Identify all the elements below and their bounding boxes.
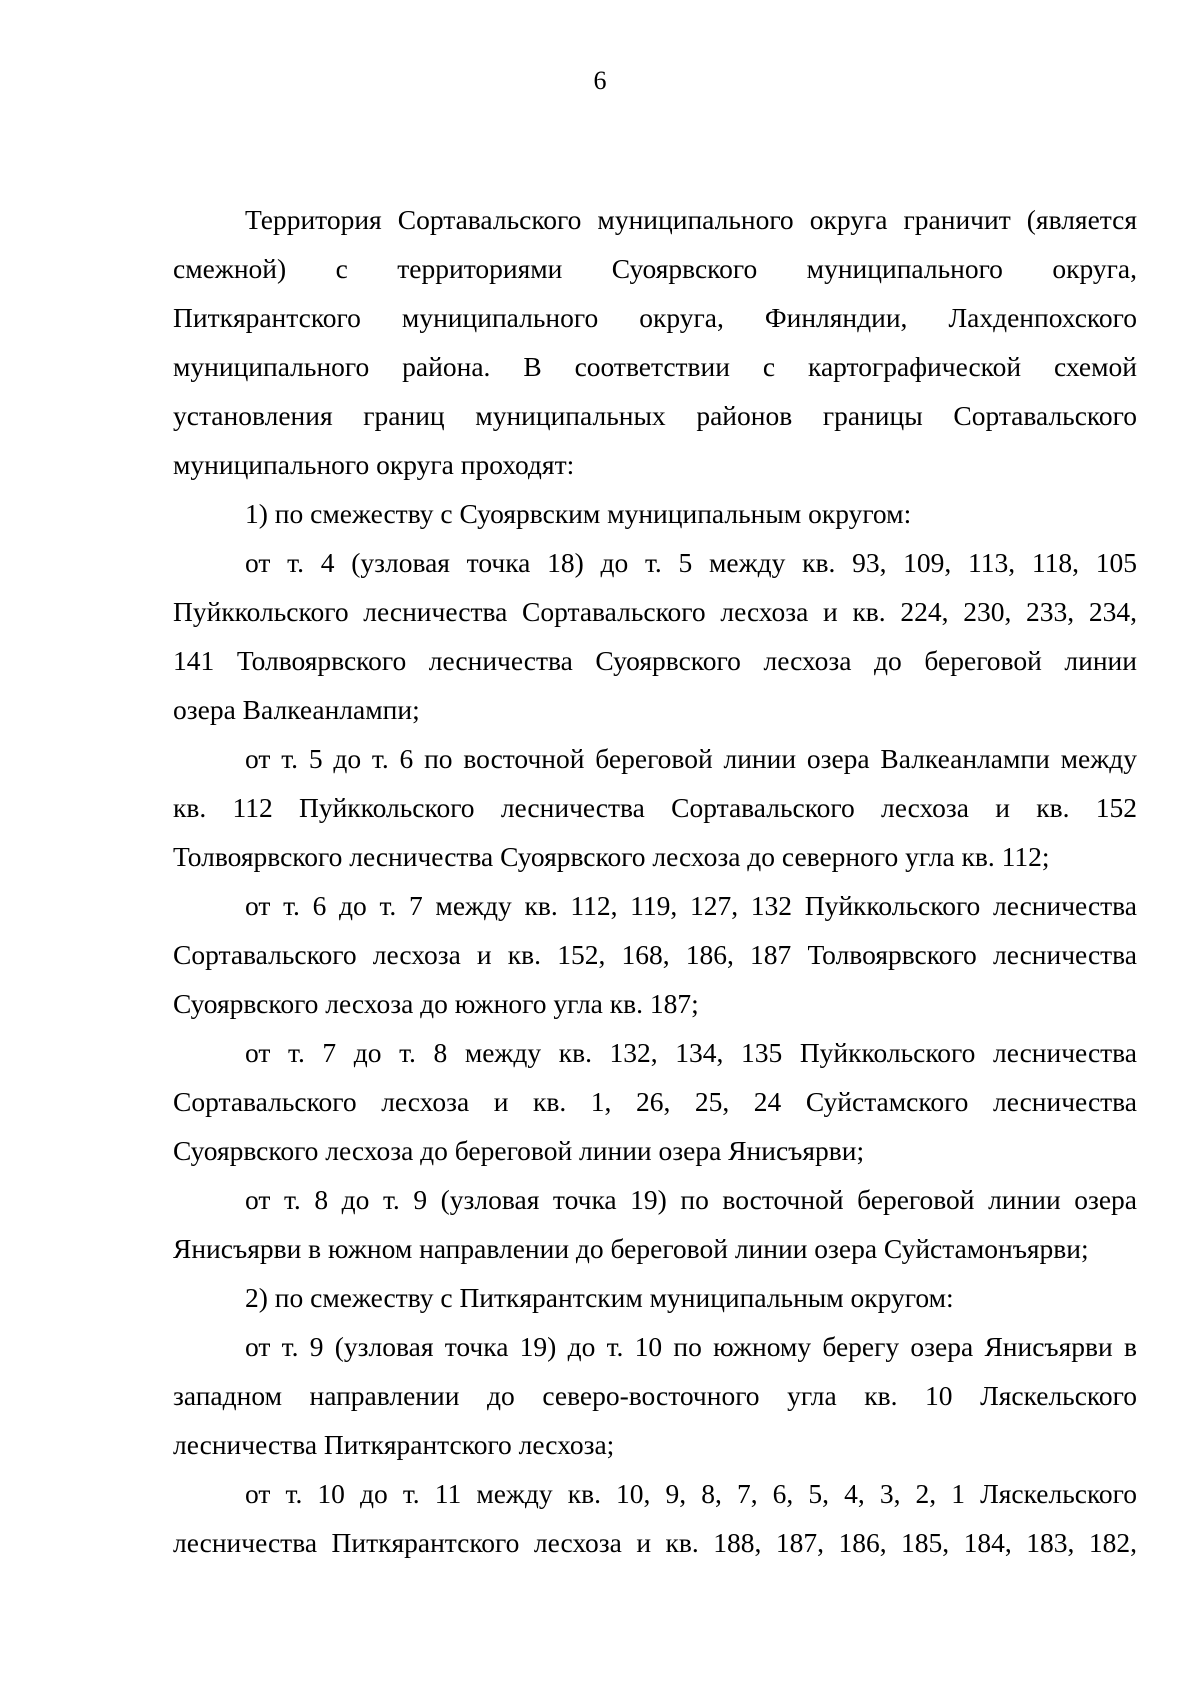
paragraph: [173, 195, 1137, 489]
paragraph: [173, 881, 1137, 1028]
paragraph-line: от т. 9 (узловая точка 19) до т. 10 по южному берегу озера Янисъярви в: [245, 1331, 1137, 1362]
paragraph: [173, 734, 1137, 881]
paragraph-line: от т. 4 (узловая точка 18) до т. 5 между кв. 93, 109, 113, 118, 105: [245, 547, 1137, 578]
paragraph-line: западном направлении до северо-восточного угла кв. 10 Ляскельского: [173, 1380, 1137, 1411]
paragraph-line: Толвоярвского лесничества Суоярвского лесхоза до северного угла кв. 112;: [173, 841, 1050, 872]
paragraph-line: Сортавальского лесхоза и кв. 1, 26, 25, 24 Суйстамского лесничества: [173, 1086, 1137, 1117]
paragraph-line: от т. 5 до т. 6 по восточной береговой линии озера Валкеанлампи между: [245, 743, 1137, 774]
document-body: [173, 195, 1137, 1567]
paragraph-line: Пуйккольского лесничества Сортавальского лесхоза и кв. 224, 230, 233, 234,: [173, 596, 1137, 627]
paragraph-line: муниципального округа проходят:: [173, 449, 575, 480]
paragraph-line: от т. 10 до т. 11 между кв. 10, 9, 8, 7, 6, 5, 4, 3, 2, 1 Ляскельского: [245, 1478, 1137, 1509]
paragraph-line: кв. 112 Пуйккольского лесничества Сортавальского лесхоза и кв. 152: [173, 792, 1137, 823]
paragraph-line: Янисъярви в южном направлении до береговой линии озера Суйстамонъярви;: [173, 1233, 1089, 1264]
paragraph-line: 2) по смежеству с Питкярантским муниципальным округом:: [245, 1282, 954, 1313]
paragraph-line: Сортавальского лесхоза и кв. 152, 168, 186, 187 Толвоярвского лесничества: [173, 939, 1137, 970]
paragraph: [173, 1322, 1137, 1469]
paragraph: [173, 1175, 1137, 1273]
paragraph: [173, 1028, 1137, 1175]
paragraph-line: лесничества Питкярантского лесхоза и кв. 188, 187, 186, 185, 184, 183, 182,: [173, 1527, 1137, 1558]
paragraph-line: Суоярвского лесхоза до южного угла кв. 187;: [173, 988, 699, 1019]
paragraph-line: лесничества Питкярантского лесхоза;: [173, 1429, 615, 1460]
paragraph-line: 141 Толвоярвского лесничества Суоярвского лесхоза до береговой линии: [173, 645, 1137, 676]
paragraph-line: 1) по смежеству с Суоярвским муниципальным округом:: [245, 498, 912, 529]
paragraph-line: Территория Сортавальского муниципального округа граничит (является: [245, 204, 1137, 235]
paragraph-line: установления границ муниципальных районов границы Сортавальского: [173, 400, 1137, 431]
paragraph: [173, 538, 1137, 734]
paragraph: [173, 1273, 1137, 1322]
paragraph-line: от т. 6 до т. 7 между кв. 112, 119, 127, 132 Пуйккольского лесничества: [245, 890, 1137, 921]
paragraph-line: от т. 7 до т. 8 между кв. 132, 134, 135 Пуйккольского лесничества: [245, 1037, 1137, 1068]
paragraph-line: муниципального района. В соответствии с картографической схемой: [173, 351, 1137, 382]
paragraph-line: Питкярантского муниципального округа, Финляндии, Лахденпохского: [173, 302, 1137, 333]
page-number: 6: [593, 66, 607, 95]
paragraph-line: Суоярвского лесхоза до береговой линии озера Янисъярви;: [173, 1135, 865, 1166]
paragraph-line: от т. 8 до т. 9 (узловая точка 19) по восточной береговой линии озера: [245, 1184, 1137, 1215]
paragraph: [173, 1469, 1137, 1567]
paragraph-line: смежной) с территориями Суоярвского муниципального округа,: [173, 253, 1137, 284]
paragraph: [173, 489, 1137, 538]
paragraph-line: озера Валкеанлампи;: [173, 694, 420, 725]
